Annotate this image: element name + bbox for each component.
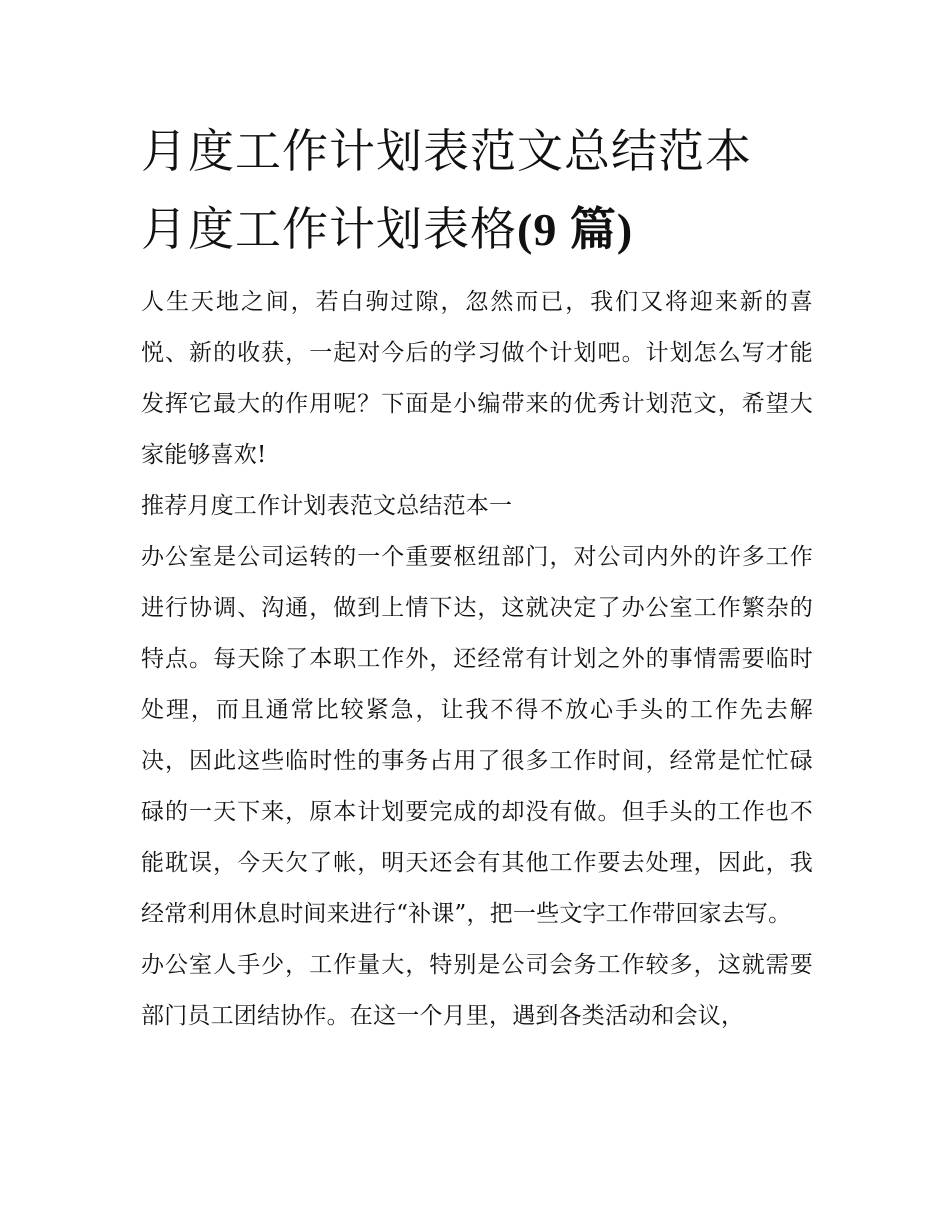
title-line-1: 月度工作计划表范文总结范本 (141, 124, 752, 178)
intro-paragraph: 人生天地之间，若白驹过隙，忽然而已，我们又将迎来新的喜悦、新的收获，一起对今后的学习做个计划吧。计划怎么写才能发挥它最大的作用呢？下面是小编带来的优秀计划范文，希望大家能够喜欢! (141, 289, 813, 468)
document-title (141, 112, 813, 269)
title-line-2 (141, 190, 813, 269)
document-page (141, 112, 813, 1042)
title-count: (9 篇) (517, 204, 634, 255)
body-paragraph: 办公室人手少，工作量大，特别是公司会务工作较多，这就需要部门员工团结协作。在这一个月里，遇到各类活动和会议， (141, 952, 813, 1029)
section-heading: 推荐月度工作计划表范文总结范本一 (141, 493, 513, 519)
title-line-2-text: 月度工作计划表格 (141, 202, 517, 256)
document-body (141, 277, 813, 1042)
body-paragraph: 办公室是公司运转的一个重要枢纽部门，对公司内外的许多工作进行协调、沟通，做到上情下达，这就决定了办公室工作繁杂的特点。每天除了本职工作外，还经常有计划之外的事情需要临时处理，而且通常比较紧急，让我不得不放心手头的工作先去解决，因此这些临时性的事务占用了很多工作时间，经常是忙忙碌碌的一天下来，原本计划要完成的却没有做。但手头的工作也不能耽误，今天欠了帐，明天还会有其他工作要去处理，因此，我经常利用休息时间来进行“补课”，把一些文字工作带回家去写。 (141, 544, 813, 927)
